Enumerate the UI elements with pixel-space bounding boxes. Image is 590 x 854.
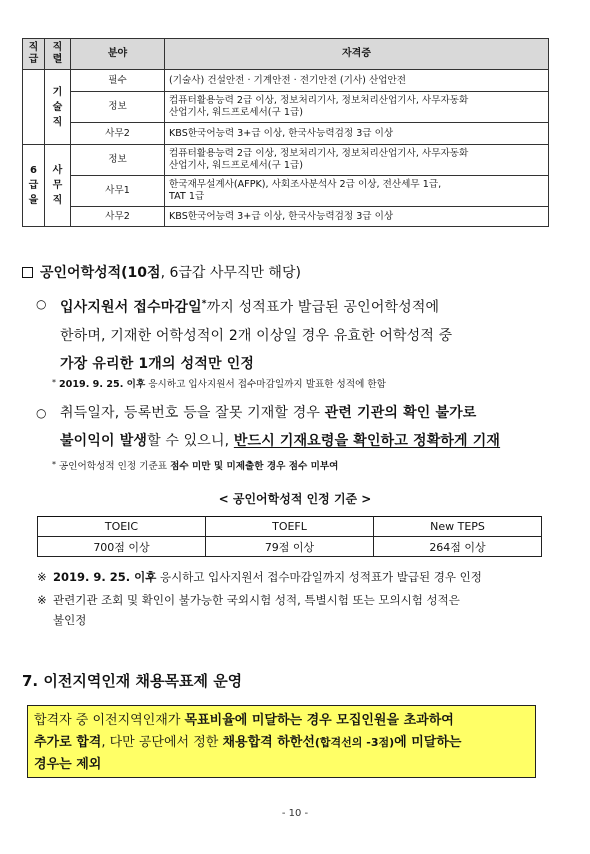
- section-7-title: 7. 이전지역인재 채용목표제 운영: [22, 672, 243, 690]
- header-grade: 직 급: [23, 39, 45, 70]
- field-cell: 사무2: [71, 123, 165, 145]
- table-row: [23, 123, 549, 145]
- bullet-item-1: [36, 290, 556, 378]
- field-cell: 필수: [71, 70, 165, 92]
- bullet-2-line-2: 불이익이 발생할 수 있으니, 반드시 기재요령을 확인하고 정확하게 기재: [60, 433, 501, 449]
- note-2: * 공인어학성적 인정 기준표 점수 미만 및 미제출한 경우 점수 미부여: [52, 460, 339, 472]
- job-cell-office: 사 무 직: [45, 145, 71, 227]
- cert-cell: 컴퓨터활용능력 2급 이상, 정보처리기사, 정보처리산업기사, 사무자동화 산업기사, 워드프로세서(구 1급): [165, 92, 549, 123]
- circle-bullet-icon: ○: [36, 406, 47, 420]
- field-cell: 정보: [71, 92, 165, 123]
- cert-cell: 한국재무설계사(AFPK), 사회조사분석사 2급 이상, 전산세무 1급, TAT 1급: [165, 176, 549, 207]
- note-1: * 2019. 9. 25. 이후 응시하고 입사지원서 접수마감일까지 발표한 성적에 한함: [52, 378, 386, 390]
- grade-cell-blank: [23, 70, 45, 145]
- language-section-title: 공인어학성적(10점, 6급갑 사무직만 해당): [22, 262, 301, 282]
- header-job: 직 렬: [45, 39, 71, 70]
- cert-cell: 컴퓨터활용능력 2급 이상, 정보처리기사, 정보처리산업기사, 사무자동화 산업기사, 워드프로세서(구 1급): [165, 145, 549, 176]
- language-criteria-table: [37, 516, 542, 557]
- field-cell: 정보: [71, 145, 165, 176]
- header-field: 분야: [71, 39, 165, 70]
- notice-line-1: 합격자 중 이전지역인재가 목표비율에 미달하는 경우 모집인원을 초과하여: [34, 713, 454, 728]
- notice-line-2: 추가로 합격, 다만 공단에서 정한 채용합격 하한선(합격선의 -3점)에 미달하는: [34, 735, 462, 750]
- bullet-1-line-2: 한하며, 기재한 어학성적이 2개 이상일 경우 유효한 어학성적 중: [60, 327, 453, 344]
- field-cell: 사무2: [71, 207, 165, 227]
- checkbox-square-icon: [22, 267, 33, 278]
- cert-cell: (기술사) 건설안전 · 기계안전 · 전기안전 (기사) 산업안전: [165, 70, 549, 92]
- table-row: [23, 145, 549, 176]
- table-row: [23, 92, 549, 123]
- criteria-col-toefl: TOEFL: [206, 517, 374, 537]
- bullet-1-line-3: 가장 유리한 1개의 성적만 인정: [60, 355, 255, 372]
- bullet-1-line-1: 입사지원서 접수마감일*까지 성적표가 발급된 공인어학성적에: [60, 299, 440, 316]
- table-row: [23, 176, 549, 207]
- criteria-header-row: [38, 517, 542, 537]
- page-number: - 10 -: [281, 808, 309, 819]
- table-row: [23, 207, 549, 227]
- ref-note-1: ※ 2019. 9. 25. 이후 응시하고 입사지원서 접수마감일까지 성적표가 발급된 경우 인정: [37, 567, 482, 587]
- criteria-value-row: [38, 537, 542, 557]
- ref-note-2: ※ 관련기관 조회 및 확인이 불가능한 국외시험 성적, 특별시험 또는 모의시험 성적은 불인정: [37, 590, 460, 630]
- criteria-value-teps: 264점 이상: [374, 537, 542, 557]
- cert-cell: KBS한국어능력 3+급 이상, 한국사능력검정 3급 이상: [165, 123, 549, 145]
- highlight-notice-box: [27, 705, 536, 778]
- reference-mark-icon: ※: [37, 593, 47, 607]
- criteria-col-teps: New TEPS: [374, 517, 542, 537]
- grade-cell-6-eul: 6 급 을: [23, 145, 45, 227]
- criteria-value-toeic: 700점 이상: [38, 537, 206, 557]
- notice-line-3: 경우는 제외: [34, 757, 102, 772]
- bullet-item-2: [36, 399, 556, 455]
- table-row: [23, 70, 549, 92]
- criteria-col-toeic: TOEIC: [38, 517, 206, 537]
- bullet-2-line-1: 취득일자, 등록번호 등을 잘못 기재할 경우 관련 기관의 확인 불가로: [60, 405, 477, 421]
- criteria-title: < 공인어학성적 인정 기준 >: [218, 492, 372, 506]
- certification-table: [22, 38, 549, 227]
- job-cell-tech: 기 술 직: [45, 70, 71, 145]
- table-header-row: [23, 39, 549, 70]
- field-cell: 사무1: [71, 176, 165, 207]
- reference-mark-icon: ※: [37, 570, 47, 584]
- criteria-value-toefl: 79점 이상: [206, 537, 374, 557]
- cert-cell: KBS한국어능력 3+급 이상, 한국사능력검정 3급 이상: [165, 207, 549, 227]
- header-cert: 자격증: [165, 39, 549, 70]
- circle-bullet-icon: ○: [36, 297, 47, 311]
